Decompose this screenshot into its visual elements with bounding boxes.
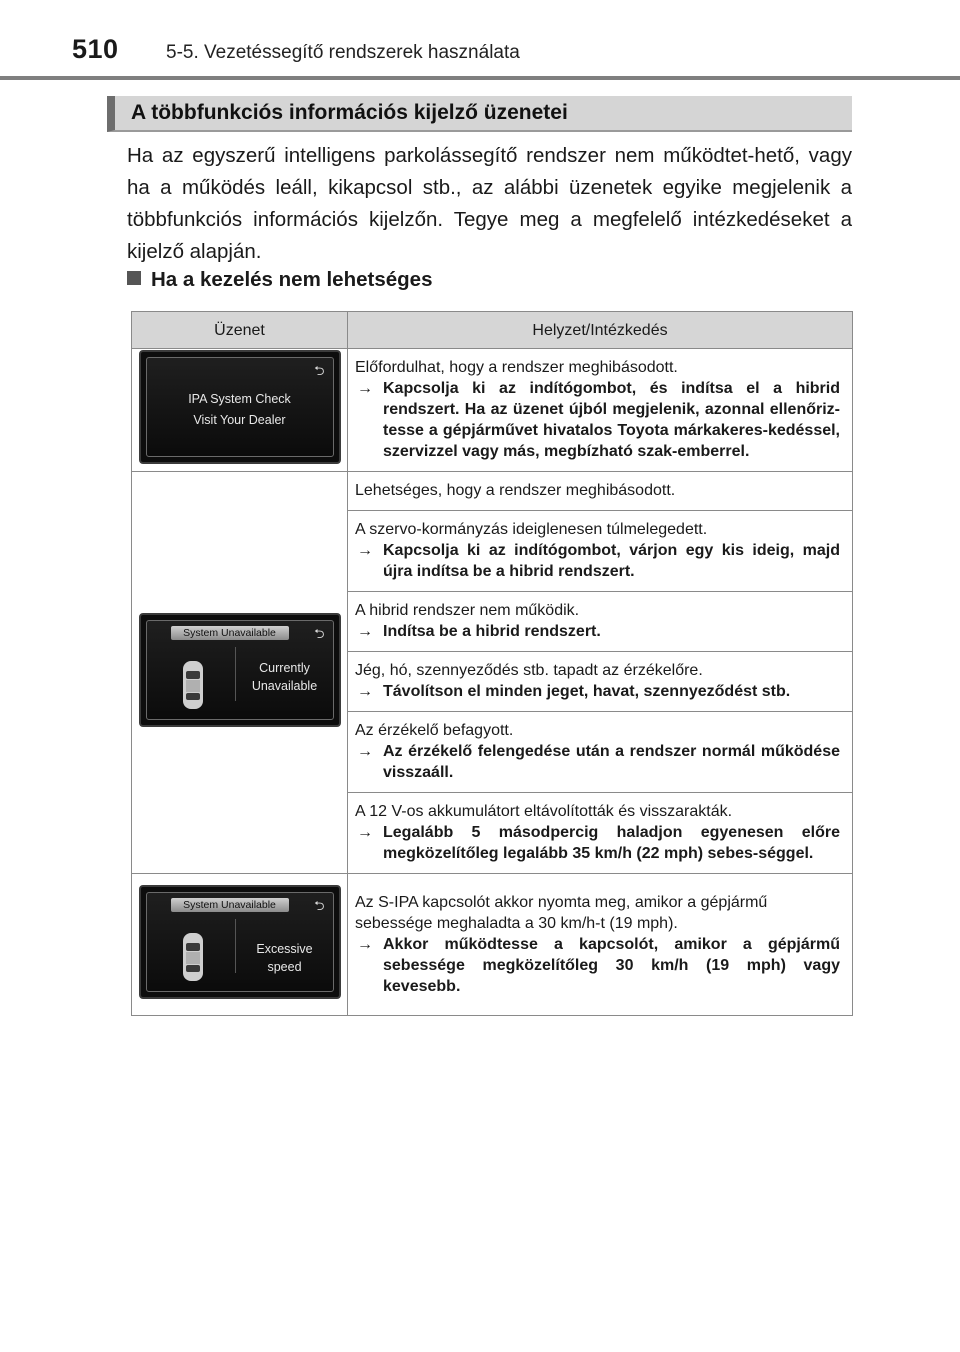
screen-divider [235, 647, 236, 701]
situation-text: A hibrid rendszer nem működik. [355, 602, 580, 619]
arrow-icon: → [357, 743, 373, 760]
action-text: Indítsa be a hibrid rendszert. [383, 623, 601, 640]
car-top-view-icon [180, 659, 206, 711]
action-text: Kapcsolja ki az indítógombot, várjon egy kis ideig, majd újra indítsa be a hibrid rendszert. [383, 542, 840, 580]
system-unavailable-banner: System Unavailable [171, 898, 289, 912]
table-header-row [132, 312, 853, 349]
return-arrow-icon: ⮌ [314, 364, 325, 379]
display-line: Unavailable [251, 678, 318, 693]
situation-text: Előfordulhat, hogy a rendszer meghibásodott. [355, 359, 678, 376]
action-item [355, 741, 840, 783]
arrow-icon: → [357, 542, 373, 559]
message-display-cell [132, 472, 348, 874]
situation-cell [348, 511, 853, 592]
situation-text: Az érzékelő befagyott. [355, 722, 514, 739]
screen-divider [235, 919, 236, 973]
arrow-icon: → [357, 824, 373, 841]
message-display-cell [132, 349, 348, 472]
message-table [131, 311, 853, 1016]
display-ipa-system-check [139, 350, 341, 464]
action-item [355, 540, 840, 582]
page-number: 510 [72, 34, 119, 64]
action-text: Kapcsolja ki az indítógombot, és indítsa el a hibrid rendszert. Ha az üzenet újból megjelenik, azonnal ellenőriz-tesse a gépjárművet hivatalos Toyota márkakeres-kedéssel, szervizzel vagy más, megbízható szak-emberrel. [383, 380, 840, 460]
sub-heading-text: Ha a kezelés nem lehetséges [151, 268, 433, 291]
action-item [355, 378, 840, 462]
return-arrow-icon: ⮌ [314, 626, 325, 642]
display-line: Currently [259, 660, 310, 675]
car-top-view-icon [180, 931, 206, 983]
situation-text: A szervo-kormányzás ideiglenesen túlmelegedett. [355, 521, 708, 538]
action-item [355, 621, 840, 642]
situation-text: Jég, hó, szennyeződés stb. tapadt az érzékelőre. [355, 662, 703, 679]
situation-cell [348, 874, 853, 1016]
square-bullet-icon [127, 271, 141, 285]
intro-paragraph: Ha az egyszerű intelligens parkolássegítő rendszer nem működtet-hető, vagy ha a működés leáll, kikapcsol stb., az alábbi üzenetek egyike megjelenik a többfunkciós információs kijelzőn. Tegye meg a megfelelő intézkedéseket a kijelző alapján. [127, 144, 852, 263]
arrow-icon: → [357, 380, 373, 397]
arrow-icon: → [357, 623, 373, 640]
situation-cell [348, 349, 853, 472]
action-text: Távolítson el minden jeget, havat, szennyeződést stb. [383, 683, 791, 700]
display-line: IPA System Check [188, 392, 291, 406]
action-item [355, 681, 840, 702]
action-item [355, 934, 840, 997]
action-text: Akkor működtesse a kapcsolót, amikor a gépjármű sebessége megközelítőleg 30 km/h (19 mph) vagy kevesebb. [383, 936, 840, 995]
table-row [132, 349, 853, 472]
situation-text: Az S-IPA kapcsolót akkor nyomta meg, amikor a gépjármű sebessége meghaladta a 30 km/h-t (19 mph). [355, 894, 768, 932]
sub-heading [127, 268, 432, 292]
display-currently-unavailable [139, 613, 341, 727]
situation-text: A 12 V-os akkumulátort eltávolították és visszarakták. [355, 803, 733, 820]
arrow-icon: → [357, 936, 373, 953]
display-line: Visit Your Dealer [193, 413, 286, 427]
message-display-cell [132, 874, 348, 1016]
situation-cell [348, 652, 853, 712]
action-text: Legalább 5 másodpercig haladjon egyenesen előre megközelítőleg legalább 35 km/h (22 mph) sebes-séggel. [383, 824, 840, 862]
situation-cell [348, 592, 853, 652]
arrow-icon: → [357, 683, 373, 700]
system-unavailable-banner: System Unavailable [171, 626, 289, 640]
situation-cell [348, 472, 853, 511]
table-row [132, 472, 853, 511]
situation-text: Lehetséges, hogy a rendszer meghibásodott. [355, 482, 676, 499]
column-header-situation: Helyzet/Intézkedés [348, 312, 853, 349]
return-arrow-icon: ⮌ [314, 898, 325, 914]
column-header-message: Üzenet [132, 312, 348, 349]
chapter-title: 5-5. Vezetéssegítő rendszerek használata [166, 42, 520, 63]
display-excessive-speed [139, 885, 341, 999]
situation-cell [348, 712, 853, 793]
section-title-bar [107, 96, 852, 132]
situation-cell [348, 793, 853, 874]
action-item [355, 822, 840, 864]
header-rule [0, 76, 960, 80]
action-text: Az érzékelő felengedése után a rendszer normál működése visszaáll. [383, 743, 840, 781]
table-row [132, 874, 853, 1016]
display-line: Excessive speed [256, 941, 313, 974]
section-title: A többfunkciós információs kijelző üzenetei [131, 101, 568, 124]
